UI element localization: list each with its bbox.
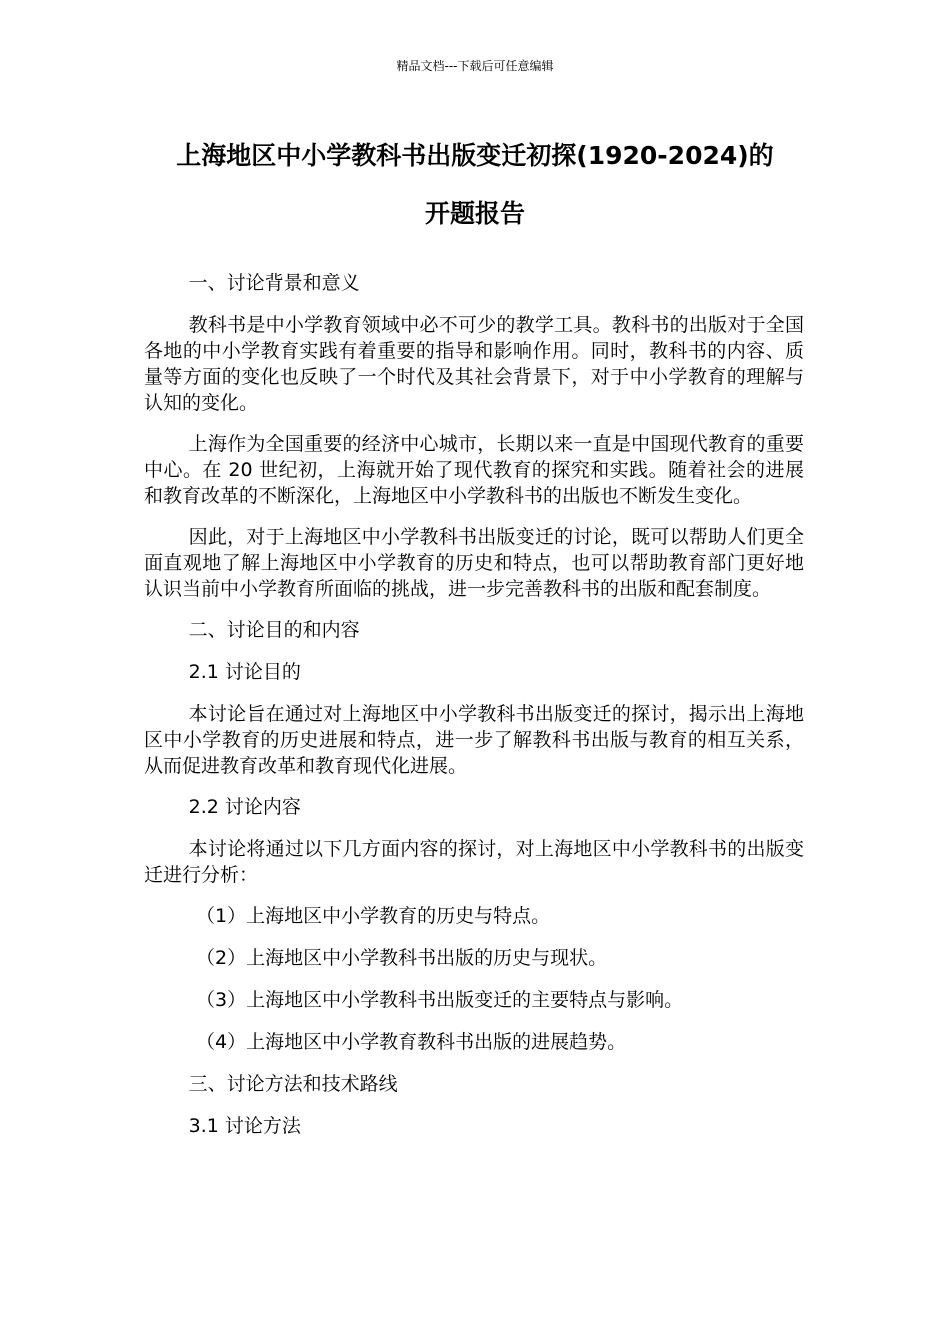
- document-title-line-1: 上海地区中小学教科书出版变迁初探(1920-2024)的: [176, 141, 774, 170]
- section-heading-purpose-content: 二、讨论目的和内容: [188, 619, 360, 641]
- paragraph: 本讨论将通过以下几方面内容的探讨，对上海地区中小学教科书的出版变迁进行分析：: [144, 838, 804, 886]
- paragraph: 本讨论旨在通过对上海地区中小学教科书出版变迁的探讨，揭示出上海地区中小学教育的历史进展和特点，进一步了解教科书出版与教育的相互关系，从而促进教育改革和教育现代化进展。: [144, 703, 804, 777]
- document-body: [144, 270, 804, 1155]
- document-title-line-2: 开题报告: [424, 199, 525, 228]
- subsection-heading-content: 2.2 讨论内容: [188, 796, 301, 818]
- list-item: （4）上海地区中小学教育教科书出版的进展趋势。: [196, 1031, 627, 1053]
- paragraph: 因此，对于上海地区中小学教科书出版变迁的讨论，既可以帮助人们更全面直观地了解上海地区中小学教育的历史和特点，也可以帮助教育部门更好地认识当前中小学教育所面临的挑战，进一步完善教科书的出版和配套制度。: [144, 526, 804, 600]
- subsection-heading-methods: 3.1 讨论方法: [188, 1115, 301, 1137]
- paragraph: 教科书是中小学教育领域中必不可少的教学工具。教科书的出版对于全国各地的中小学教育实践有着重要的指导和影响作用。同时，教科书的内容、质量等方面的变化也反映了一个时代及其社会背景下，对于中小学教育的理解与认知的变化。: [144, 314, 804, 414]
- subsection-heading-purpose: 2.1 讨论目的: [188, 661, 301, 683]
- paragraph: 上海作为全国重要的经济中心城市，长期以来一直是中国现代教育的重要中心。在 20 世纪初，上海就开始了现代教育的探究和实践。随着社会的进展和教育改革的不断深化，上海地区中小学教科书的出版也不断发生变化。: [144, 433, 804, 507]
- section-heading-background: 一、讨论背景和意义: [188, 272, 360, 294]
- section-heading-methods: 三、讨论方法和技术路线: [188, 1073, 398, 1095]
- list-item: （2）上海地区中小学教科书出版的历史与现状。: [196, 947, 608, 969]
- list-item: （3）上海地区中小学教科书出版变迁的主要特点与影响。: [196, 989, 684, 1011]
- list-item: （1）上海地区中小学教育的历史与特点。: [196, 905, 551, 927]
- header-note: 精品文档---下载后可任意编辑: [396, 59, 554, 73]
